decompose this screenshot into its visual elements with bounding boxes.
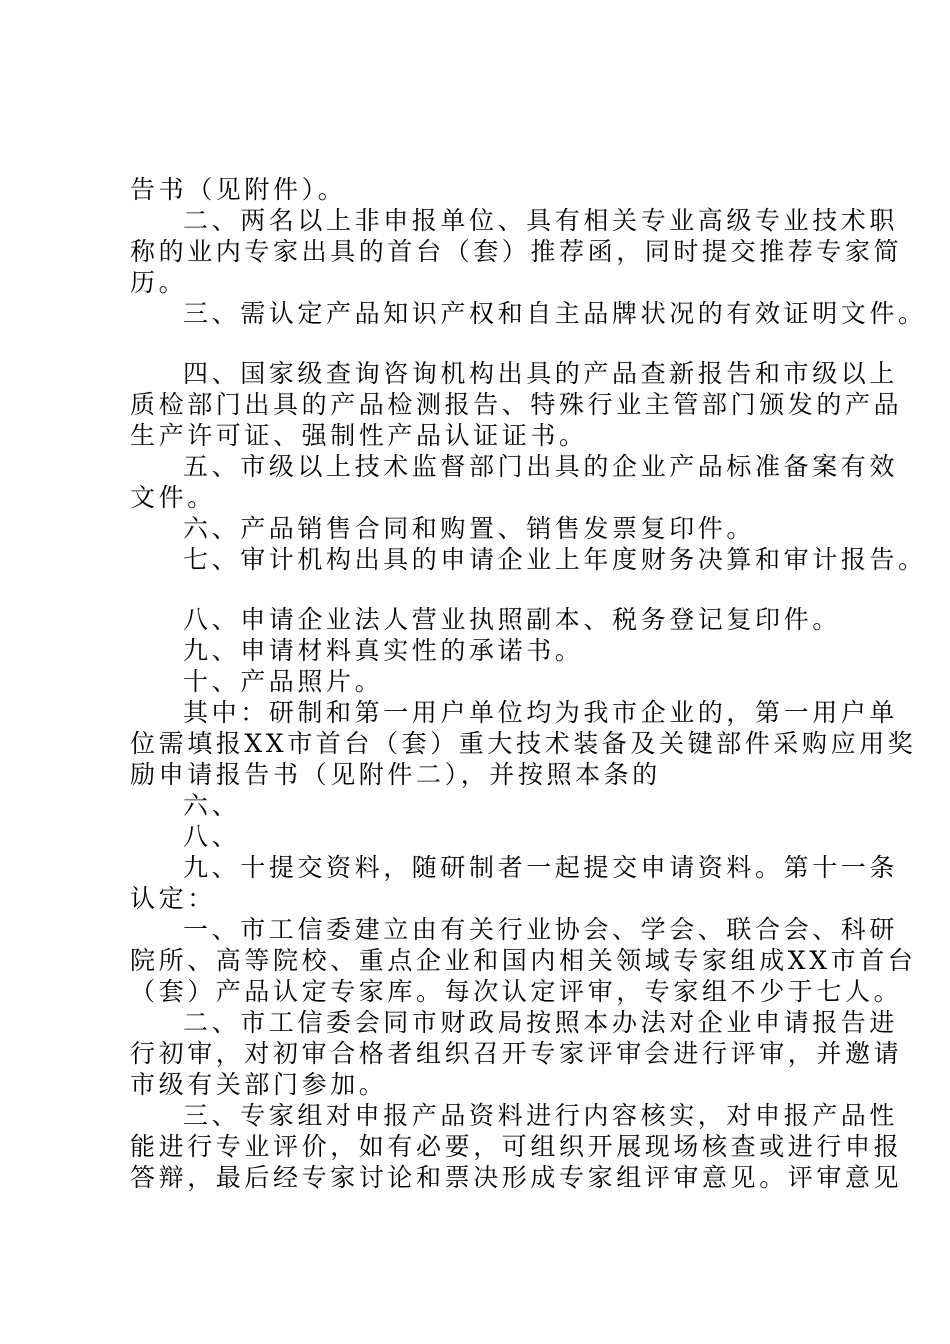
text-line: 八、 [183, 822, 241, 851]
text-line: 位需填报XX市首台（套）重大技术装备及关键部件采购应用奖 [130, 729, 917, 758]
text-line: 四、国家级查询咨询机构出具的产品查新报告和市级以上 [183, 359, 899, 388]
text-line: 八、申请企业法人营业执照副本、税务登记复印件。 [183, 605, 841, 634]
text-line: 一、市工信委建立由有关行业协会、学会、联合会、科研 [183, 915, 899, 944]
text-line: 答辩，最后经专家讨论和票决形成专家组评审意见。评审意见 [130, 1163, 903, 1192]
text-line: 市级有关部门参加。 [130, 1070, 388, 1099]
text-line: 六、 [183, 791, 241, 820]
text-line: 三、专家组对申报产品资料进行内容核实，对申报产品性 [183, 1101, 899, 1130]
text-line: 生产许可证、强制性产品认证证书。 [130, 421, 588, 450]
text-line: 励申请报告书（见附件二），并按照本条的 [130, 760, 661, 789]
text-line: 十、产品照片。 [183, 667, 384, 696]
text-line: 二、两名以上非申报单位、具有相关专业高级专业技术职 [183, 206, 899, 235]
text-line: 六、产品销售合同和购置、销售发票复印件。 [183, 514, 756, 543]
text-line: 院所、高等院校、重点企业和国内相关领域专家组成XX市首台 [130, 946, 917, 975]
text-line: 九、十提交资料，随研制者一起提交申请资料。第十一条 [183, 853, 899, 882]
text-line: 二、市工信委会同市财政局按照本办法对企业申请报告进 [183, 1008, 899, 1037]
text-line: 历。 [130, 268, 188, 297]
text-line: 告书（见附件）。 [130, 175, 347, 204]
text-line: 称的业内专家出具的首台（套）推荐函，同时提交推荐专家简 [130, 237, 903, 266]
text-line: 其中：研制和第一用户单位均为我市企业的，第一用户单 [183, 698, 899, 727]
text-line: 九、申请材料真实性的承诺书。 [183, 636, 584, 665]
text-line: 认定： [130, 884, 216, 913]
text-line: 能进行专业评价，如有必要，可组织开展现场核查或进行申报 [130, 1132, 903, 1161]
text-line: （套）产品认定专家库。每次认定评审，专家组不少于七人。 [130, 977, 903, 1006]
text-line: 行初审，对初审合格者组织召开专家评审会进行评审，并邀请 [130, 1039, 903, 1068]
text-line: 质检部门出具的产品检测报告、特殊行业主管部门颁发的产品 [130, 390, 903, 419]
text-line: 文件。 [130, 483, 216, 512]
text-line: 三、需认定产品知识产权和自主品牌状况的有效证明文件。 [183, 299, 927, 328]
text-line: 七、审计机构出具的申请企业上年度财务决算和审计报告。 [183, 545, 927, 574]
text-line: 五、市级以上技术监督部门出具的企业产品标准备案有效 [183, 452, 899, 481]
